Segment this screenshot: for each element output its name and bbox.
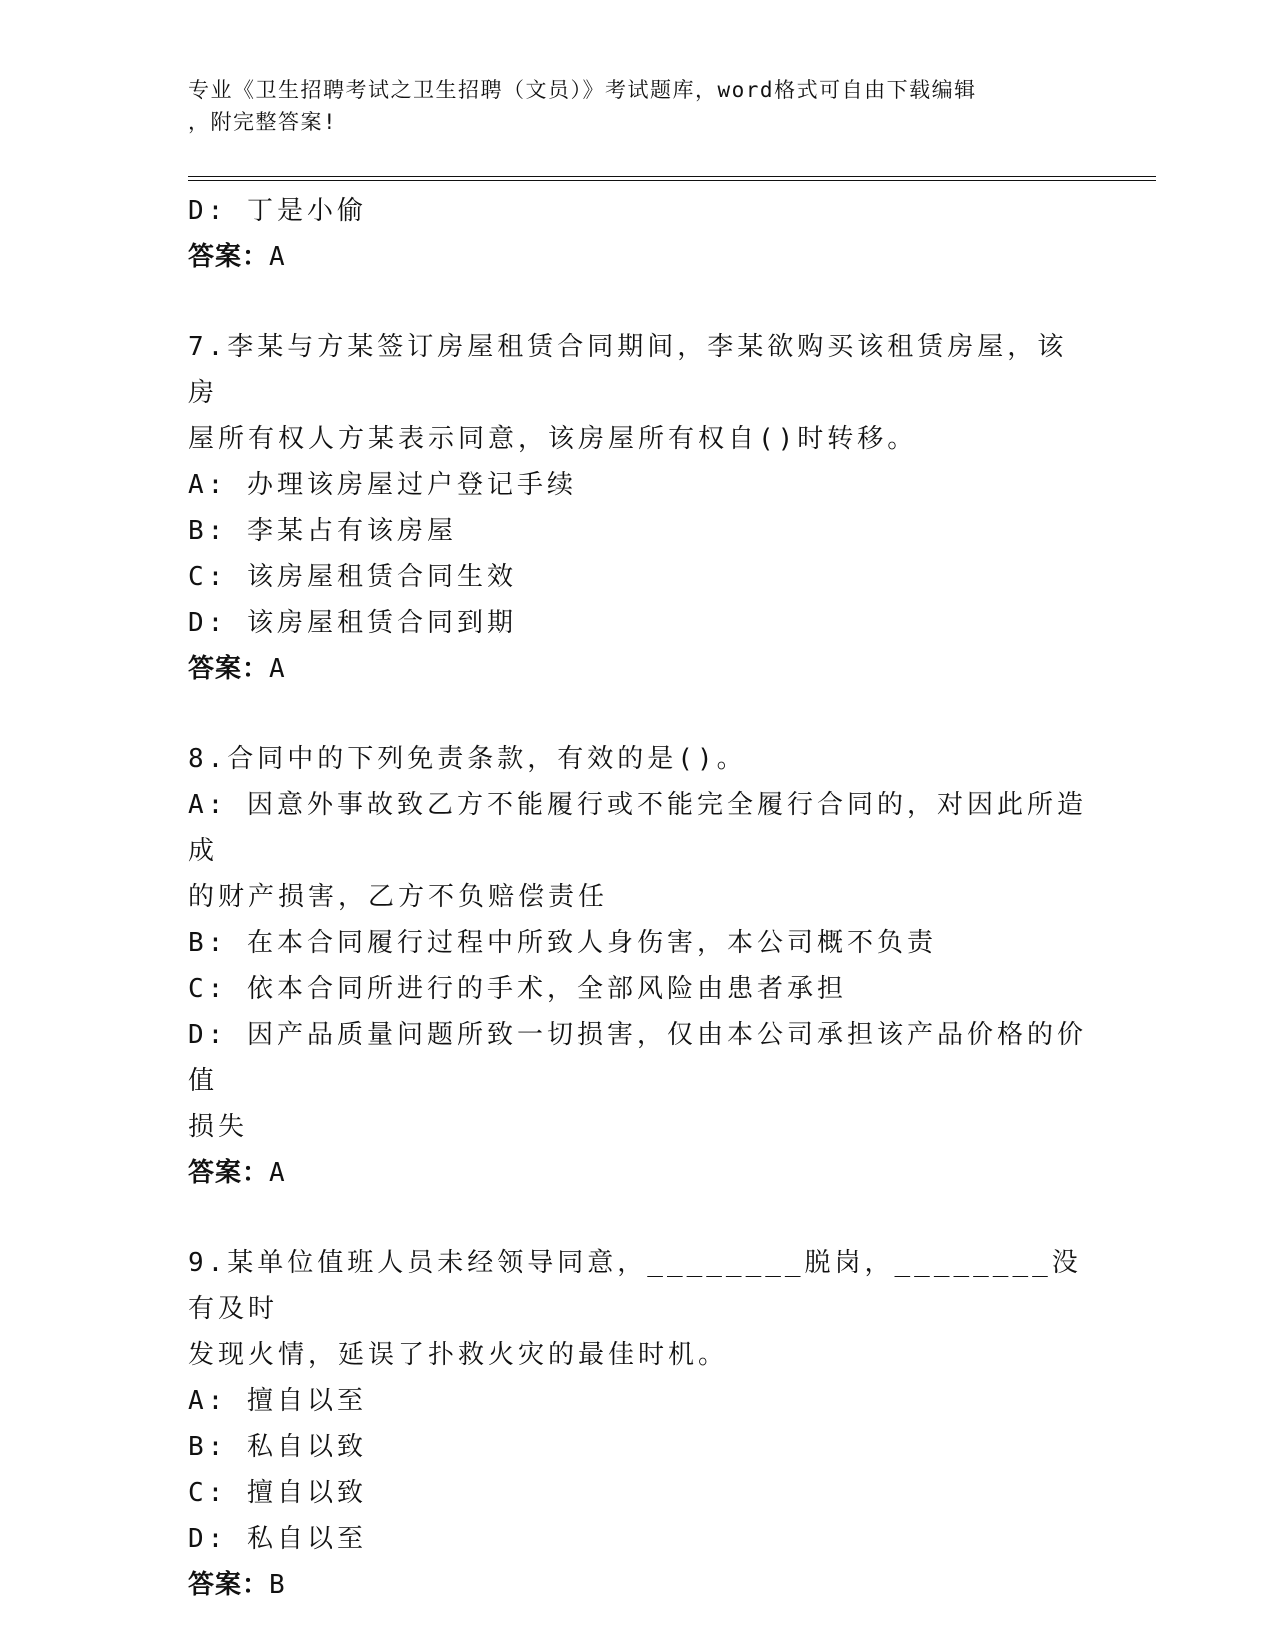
question-stem: 9.某单位值班人员未经领导同意，________脱岗，________没有及时 bbox=[188, 1248, 1082, 1324]
option-c: C: 该房屋租赁合同生效 bbox=[188, 562, 517, 592]
option-b: B: 在本合同履行过程中所致人身伤害，本公司概不负责 bbox=[188, 928, 937, 958]
question-stem: 8.合同中的下列免责条款，有效的是()。 bbox=[188, 744, 747, 774]
answer-value: A bbox=[269, 242, 286, 272]
option-d: D: 私自以至 bbox=[188, 1524, 367, 1554]
page-header bbox=[188, 74, 1068, 138]
option-b: B: 私自以致 bbox=[188, 1432, 367, 1462]
option-d-continued: 损失 bbox=[188, 1112, 249, 1142]
answer-label: 答案： bbox=[188, 1570, 270, 1600]
option-a: A: 擅自以至 bbox=[188, 1386, 367, 1416]
spacer bbox=[188, 1196, 1088, 1240]
option-d: D: 因产品质量问题所致一切损害，仅由本公司承担该产品价格的价值 bbox=[188, 1020, 1087, 1096]
header-line-1: 专业《卫生招聘考试之卫生招聘（文员）》考试题库，word格式可自由下载编辑 bbox=[188, 78, 977, 102]
question-stem: 7.李某与方某签订房屋租赁合同期间，李某欲购买该租赁房屋，该房 bbox=[188, 332, 1068, 408]
header-line-2: ，附完整答案! bbox=[188, 110, 338, 134]
option-c: C: 擅自以致 bbox=[188, 1478, 367, 1508]
answer-line bbox=[188, 1150, 1088, 1196]
answer-line bbox=[188, 234, 1088, 280]
answer-label: 答案： bbox=[188, 242, 270, 272]
answer-value: B bbox=[269, 1570, 286, 1600]
option-a-continued: 的财产损害，乙方不负赔偿责任 bbox=[188, 882, 609, 912]
question-list bbox=[188, 188, 1088, 1608]
question-stem: 屋所有权人方某表示同意，该房屋所有权自()时转移。 bbox=[188, 424, 918, 454]
header-divider bbox=[188, 176, 1156, 181]
spacer bbox=[188, 280, 1088, 324]
option-a: A: 因意外事故致乙方不能履行或不能完全履行合同的，对因此所造成 bbox=[188, 790, 1087, 866]
spacer bbox=[188, 692, 1088, 736]
answer-value: A bbox=[269, 1158, 286, 1188]
question-8 bbox=[188, 736, 1088, 1196]
question-fragment bbox=[188, 188, 1088, 280]
answer-label: 答案： bbox=[188, 1158, 270, 1188]
answer-line bbox=[188, 646, 1088, 692]
answer-value: A bbox=[269, 654, 286, 684]
question-9 bbox=[188, 1240, 1088, 1608]
option-a: A: 办理该房屋过户登记手续 bbox=[188, 470, 577, 500]
option-b: B: 李某占有该房屋 bbox=[188, 516, 457, 546]
option-d: D: 丁是小偷 bbox=[188, 196, 367, 226]
question-7 bbox=[188, 324, 1088, 692]
answer-label: 答案： bbox=[188, 654, 270, 684]
answer-line bbox=[188, 1562, 1088, 1608]
option-c: C: 依本合同所进行的手术，全部风险由患者承担 bbox=[188, 974, 847, 1004]
option-d: D: 该房屋租赁合同到期 bbox=[188, 608, 517, 638]
question-stem: 发现火情，延误了扑救火灾的最佳时机。 bbox=[188, 1340, 729, 1370]
